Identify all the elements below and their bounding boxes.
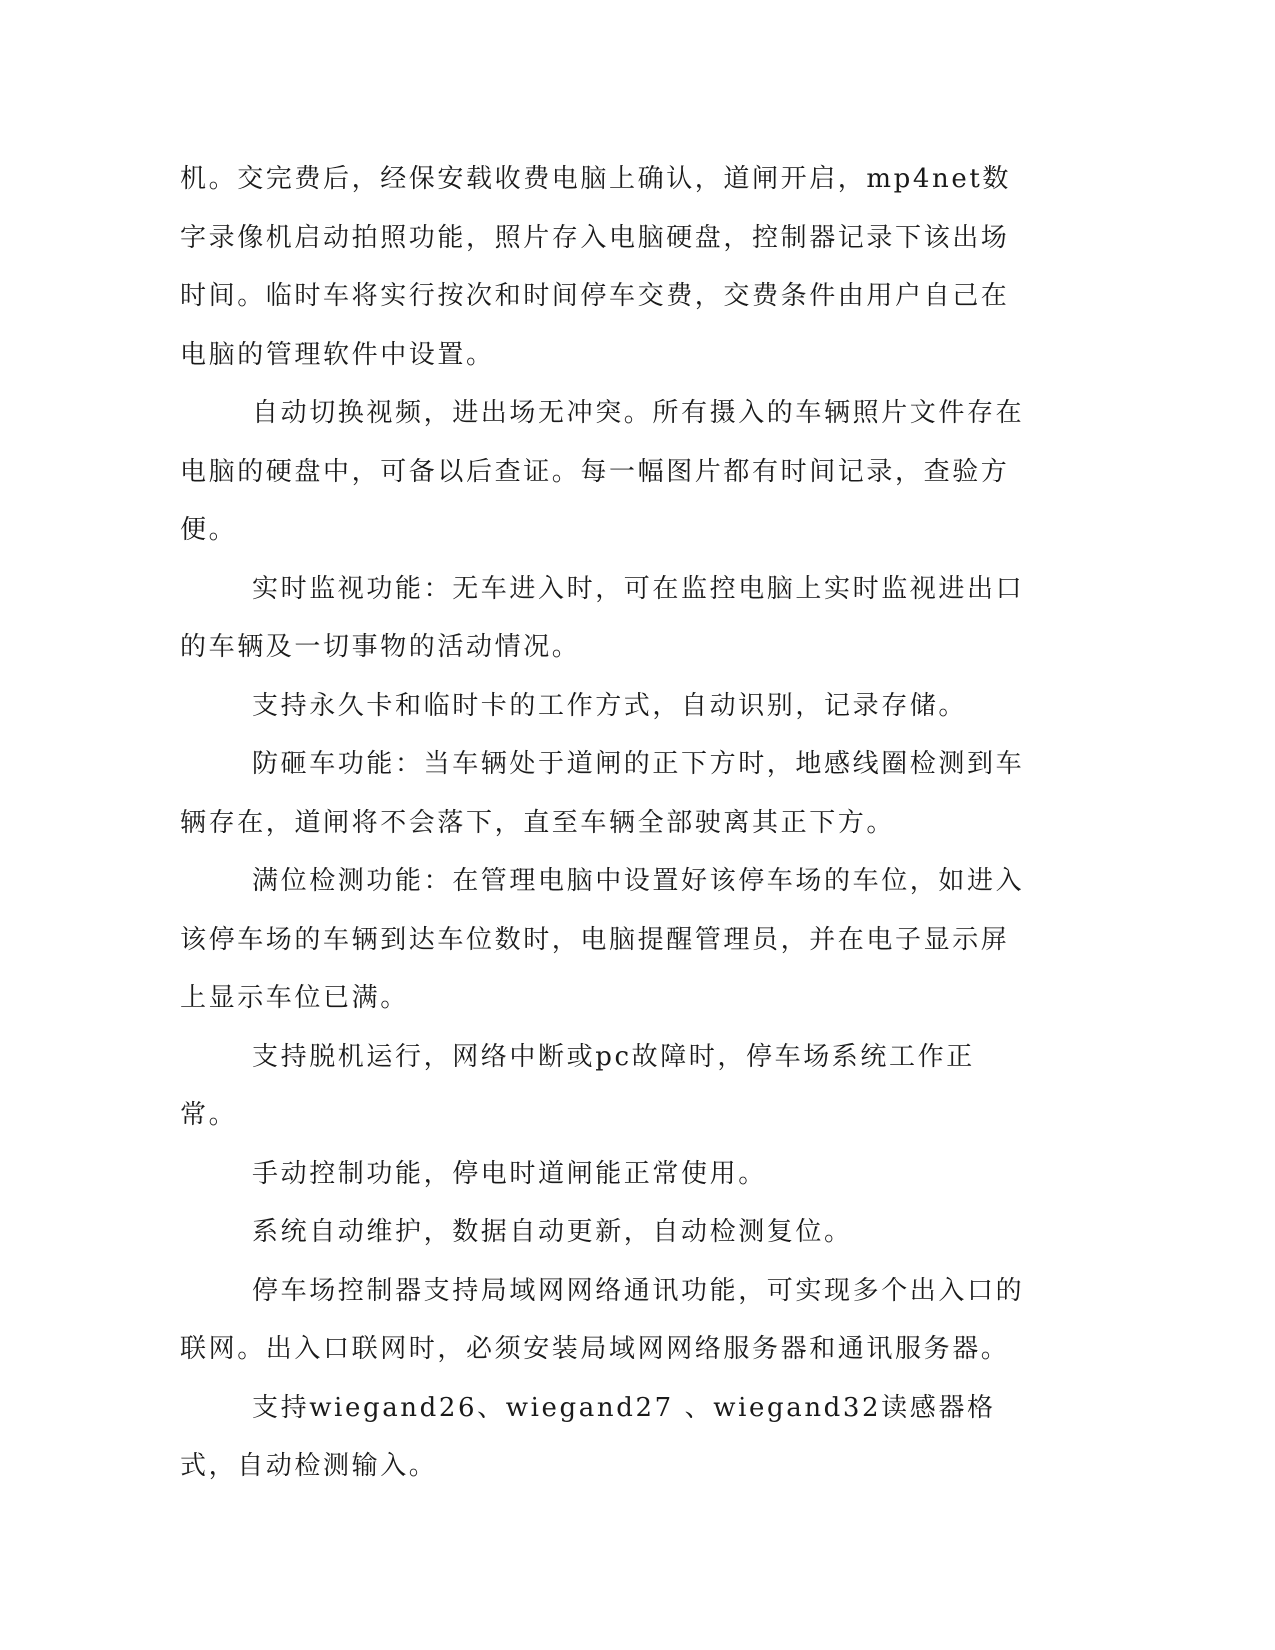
document-page (180, 150, 1030, 1496)
paragraph-6: 满位检测功能：在管理电脑中设置好该停车场的车位，如进入该停车场的车辆到达车位数时，电脑提醒管理员，并在电子显示屏上显示车位已满。 (180, 866, 1025, 1013)
paragraph-9: 系统自动维护，数据自动更新，自动检测复位。 (252, 1217, 853, 1247)
paragraph-3: 实时监视功能：无车进入时，可在监控电脑上实时监视进出口的车辆及一切事物的活动情况。 (180, 573, 1025, 662)
paragraph-4: 支持永久卡和临时卡的工作方式，自动识别，记录存储。 (252, 690, 968, 721)
paragraph-10: 停车场控制器支持局域网网络通讯功能，可实现多个出入口的联网。出入口联网时，必须安装局域网网络服务器和通讯服务器。 (180, 1275, 1025, 1364)
paragraph-7: 支持脱机运行，网络中断或pc故障时，停车场系统工作正常。 (180, 1041, 975, 1130)
paragraph-5: 防砸车功能：当车辆处于道闸的正下方时，地感线圈检测到车辆存在，道闸将不会落下，直至车辆全部驶离其正下方。 (180, 749, 1025, 838)
paragraph-11: 支持wiegand26、wiegand27 、wiegand32读感器格式，自动检测输入。 (180, 1392, 996, 1481)
paragraph-8: 手动控制功能，停电时道闸能正常使用。 (252, 1158, 767, 1189)
paragraph-1: 机。交完费后，经保安载收费电脑上确认，道闸开启，mp4net数字录像机启动拍照功能，照片存入电脑硬盘，控制器记录下该出场时间。临时车将实行按次和时间停车交费，交费条件由用户自己在电脑的管理软件中设置。 (180, 164, 1012, 370)
paragraph-2: 自动切换视频，进出场无冲突。所有摄入的车辆照片文件存在电脑的硬盘中，可备以后查证。每一幅图片都有时间记录，查验方便。 (180, 398, 1025, 545)
